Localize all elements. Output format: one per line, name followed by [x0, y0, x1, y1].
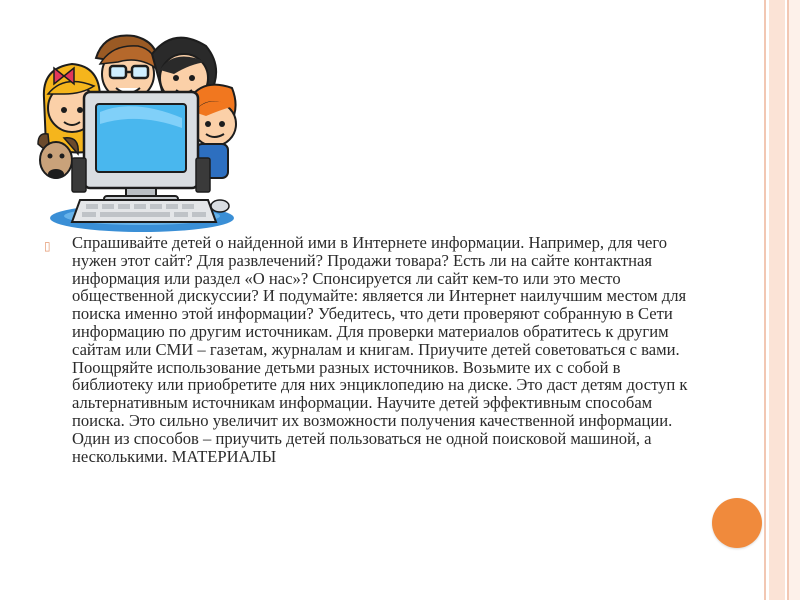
slide-paragraph: Спрашивайте детей о найденной ими в Интернете информации. Например, для чего нужен этот сайт? Для развлечений? Продажи товара? Есть ли на сайте контактная информация или раздел «О нас»? Спонсируется ли сайт кем-то или это место общественной дискуссии? И подумайте: является ли Интернет наилучшим местом для поиска именно этой информации? Убедитесь, что дети проверяют собранную в Сети информацию по другим источникам. Для проверки материалов обратитесь к другим сайтам или СМИ – газетам, журналам и книгам. Приучите детей советоваться с вами. Поощряйте использование детьми разных источников. Возьмите их с собой в библиотеку или приобретите для них энциклопедию на диске. Это даст детям доступ к альтернативным источникам информации. Научите детей эффективным способам поиска. Это сильно увеличит их возможности получения качественной информации. Один из способов – приучить детей пользоваться не одной поисковой машиной, а несколькими. МАТЕРИАЛЫ	[72, 233, 688, 466]
bullet-marker: ▯	[44, 239, 51, 253]
kids-with-computer-illustration	[34, 28, 238, 234]
right-border-stripe	[789, 0, 800, 600]
right-border-stripe	[769, 0, 785, 600]
right-border-stripe	[764, 0, 766, 600]
decorative-orange-circle	[712, 498, 762, 548]
